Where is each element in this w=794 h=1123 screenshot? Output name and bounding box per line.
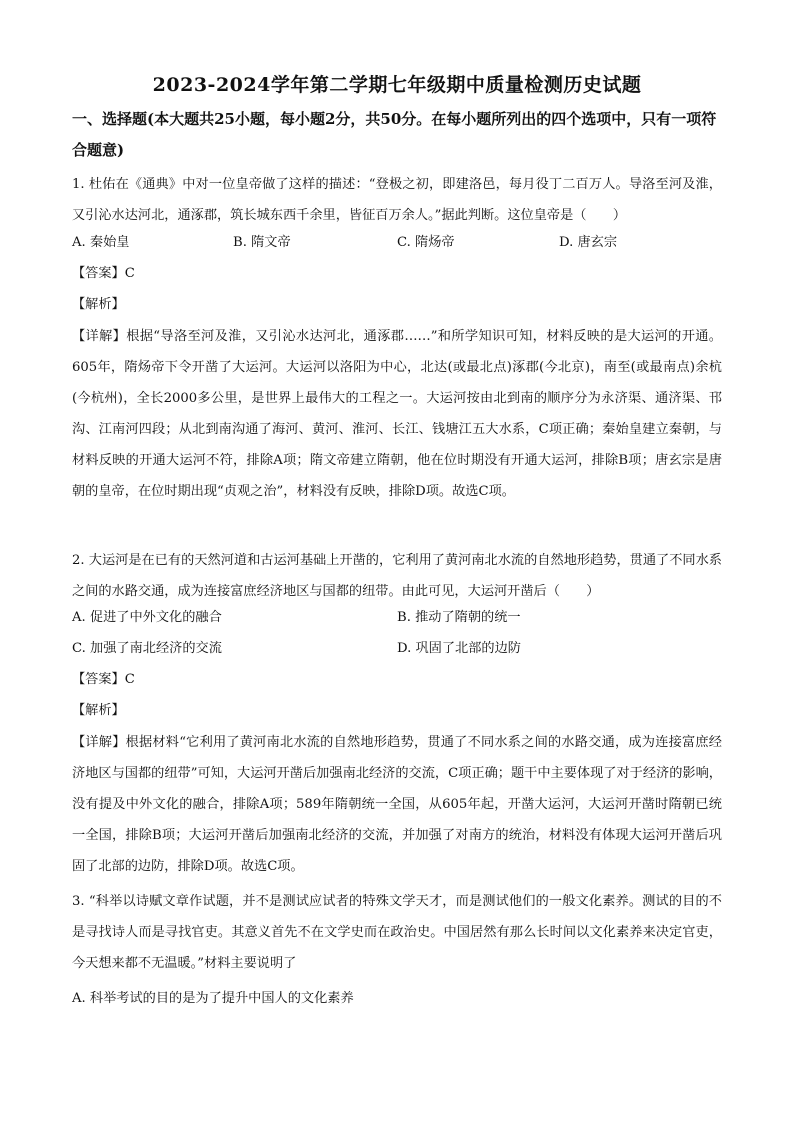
question-2-option-a: A. 促进了中外文化的融合 bbox=[72, 610, 222, 625]
question-1-option-c: C. 隋炀帝 bbox=[397, 235, 455, 250]
section-heading: 一、选择题(本大题共25小题，每小题2分，共50分。在每小题所列出的四个选项中，只有一项符合题意) bbox=[72, 110, 717, 159]
question-3-stem: 3. “科举以诗赋文章作试题，并不是测试应试者的特殊文学天才，而是测试他们的一般文化素养。测试的目的不是寻找诗人而是寻找官吏。其意义首先不在文学史而在政治史。中国居然有那么长时间以文化素养来决定官吏，今天想来都不无温暖。”材料主要说明了 bbox=[72, 894, 722, 971]
question-2-stem: 2. 大运河是在已有的天然河道和古运河基础上开凿的，它利用了黄河南北水流的自然地形趋势，贯通了不同水系之间的水路交通，成为连接富庶经济地区与国都的纽带。由此可见，大运河开凿后（ ） bbox=[72, 553, 722, 599]
question-1-answer: 【答案】C bbox=[72, 266, 135, 281]
question-1-option-d: D. 唐玄宗 bbox=[559, 235, 618, 250]
question-2-answer: 【答案】C bbox=[72, 672, 135, 687]
question-2-detail: 【详解】根据材料“它利用了黄河南北水流的自然地形趋势，贯通了不同水系之间的水路交通，成为连接富庶经济地区与国都的纽带”可知，大运河开凿后加强南北经济的交流，C项正确；题干中主要体现了对于经济的影响，没有提及中外文化的融合，排除A项；589年隋朝统一全国，从605年起，开凿大运河，大运河开凿时隋朝已统一全国，排除B项；大运河开凿后加强南北经济的交流，并加强了对南方的统治，材料没有体现大运河开凿后巩固了北部的边防，排除D项。故选C项。 bbox=[72, 735, 722, 874]
question-3-option-a: A. 科举考试的目的是为了提升中国人的文化素养 bbox=[72, 991, 354, 1006]
question-1-option-b: B. 隋文帝 bbox=[233, 235, 291, 250]
question-2-option-d: D. 巩固了北部的边防 bbox=[397, 641, 521, 656]
question-1-analysis-label: 【解析】 bbox=[72, 297, 125, 312]
question-2-option-b: B. 推动了隋朝的统一 bbox=[397, 610, 521, 625]
page-title: 2023-2024学年第二学期七年级期中质量检测历史试题 bbox=[152, 74, 642, 96]
question-1-stem: 1. 杜佑在《通典》中对一位皇帝做了这样的描述：“登极之初，即建洛邑，每月役丁二百万人。导洛至河及淮，又引沁水达河北，通涿郡，筑长城东西千余里，皆征百万余人。”据此判断。这位皇帝是（ ） bbox=[72, 177, 722, 223]
question-1-option-a: A. 秦始皇 bbox=[72, 235, 130, 250]
question-2-option-c: C. 加强了南北经济的交流 bbox=[72, 641, 222, 656]
question-1-detail: 【详解】根据“导洛至河及淮，又引沁水达河北，通涿郡……”和所学知识可知，材料反映的是大运河的开通。605年，隋炀帝下令开凿了大运河。大运河以洛阳为中心，北达(或最北点)涿郡(今北京)，南至(或最南点)余杭(今杭州)，全长2000多公里，是世界上最伟大的工程之一。大运河按由北到南的顺序分为永济渠、通济渠、邗沟、江南河四段；从北到南沟通了海河、黄河、淮河、长江、钱塘江五大水系，C项正确；秦始皇建立秦朝，与材料反映的开通大运河不符，排除A项；隋文帝建立隋朝，他在位时期没有开通大运河，排除B项；唐玄宗是唐朝的皇帝，在位时期出现“贞观之治”，材料没有反映，排除D项。故选C项。 bbox=[72, 329, 722, 499]
question-2-analysis-label: 【解析】 bbox=[72, 703, 125, 718]
